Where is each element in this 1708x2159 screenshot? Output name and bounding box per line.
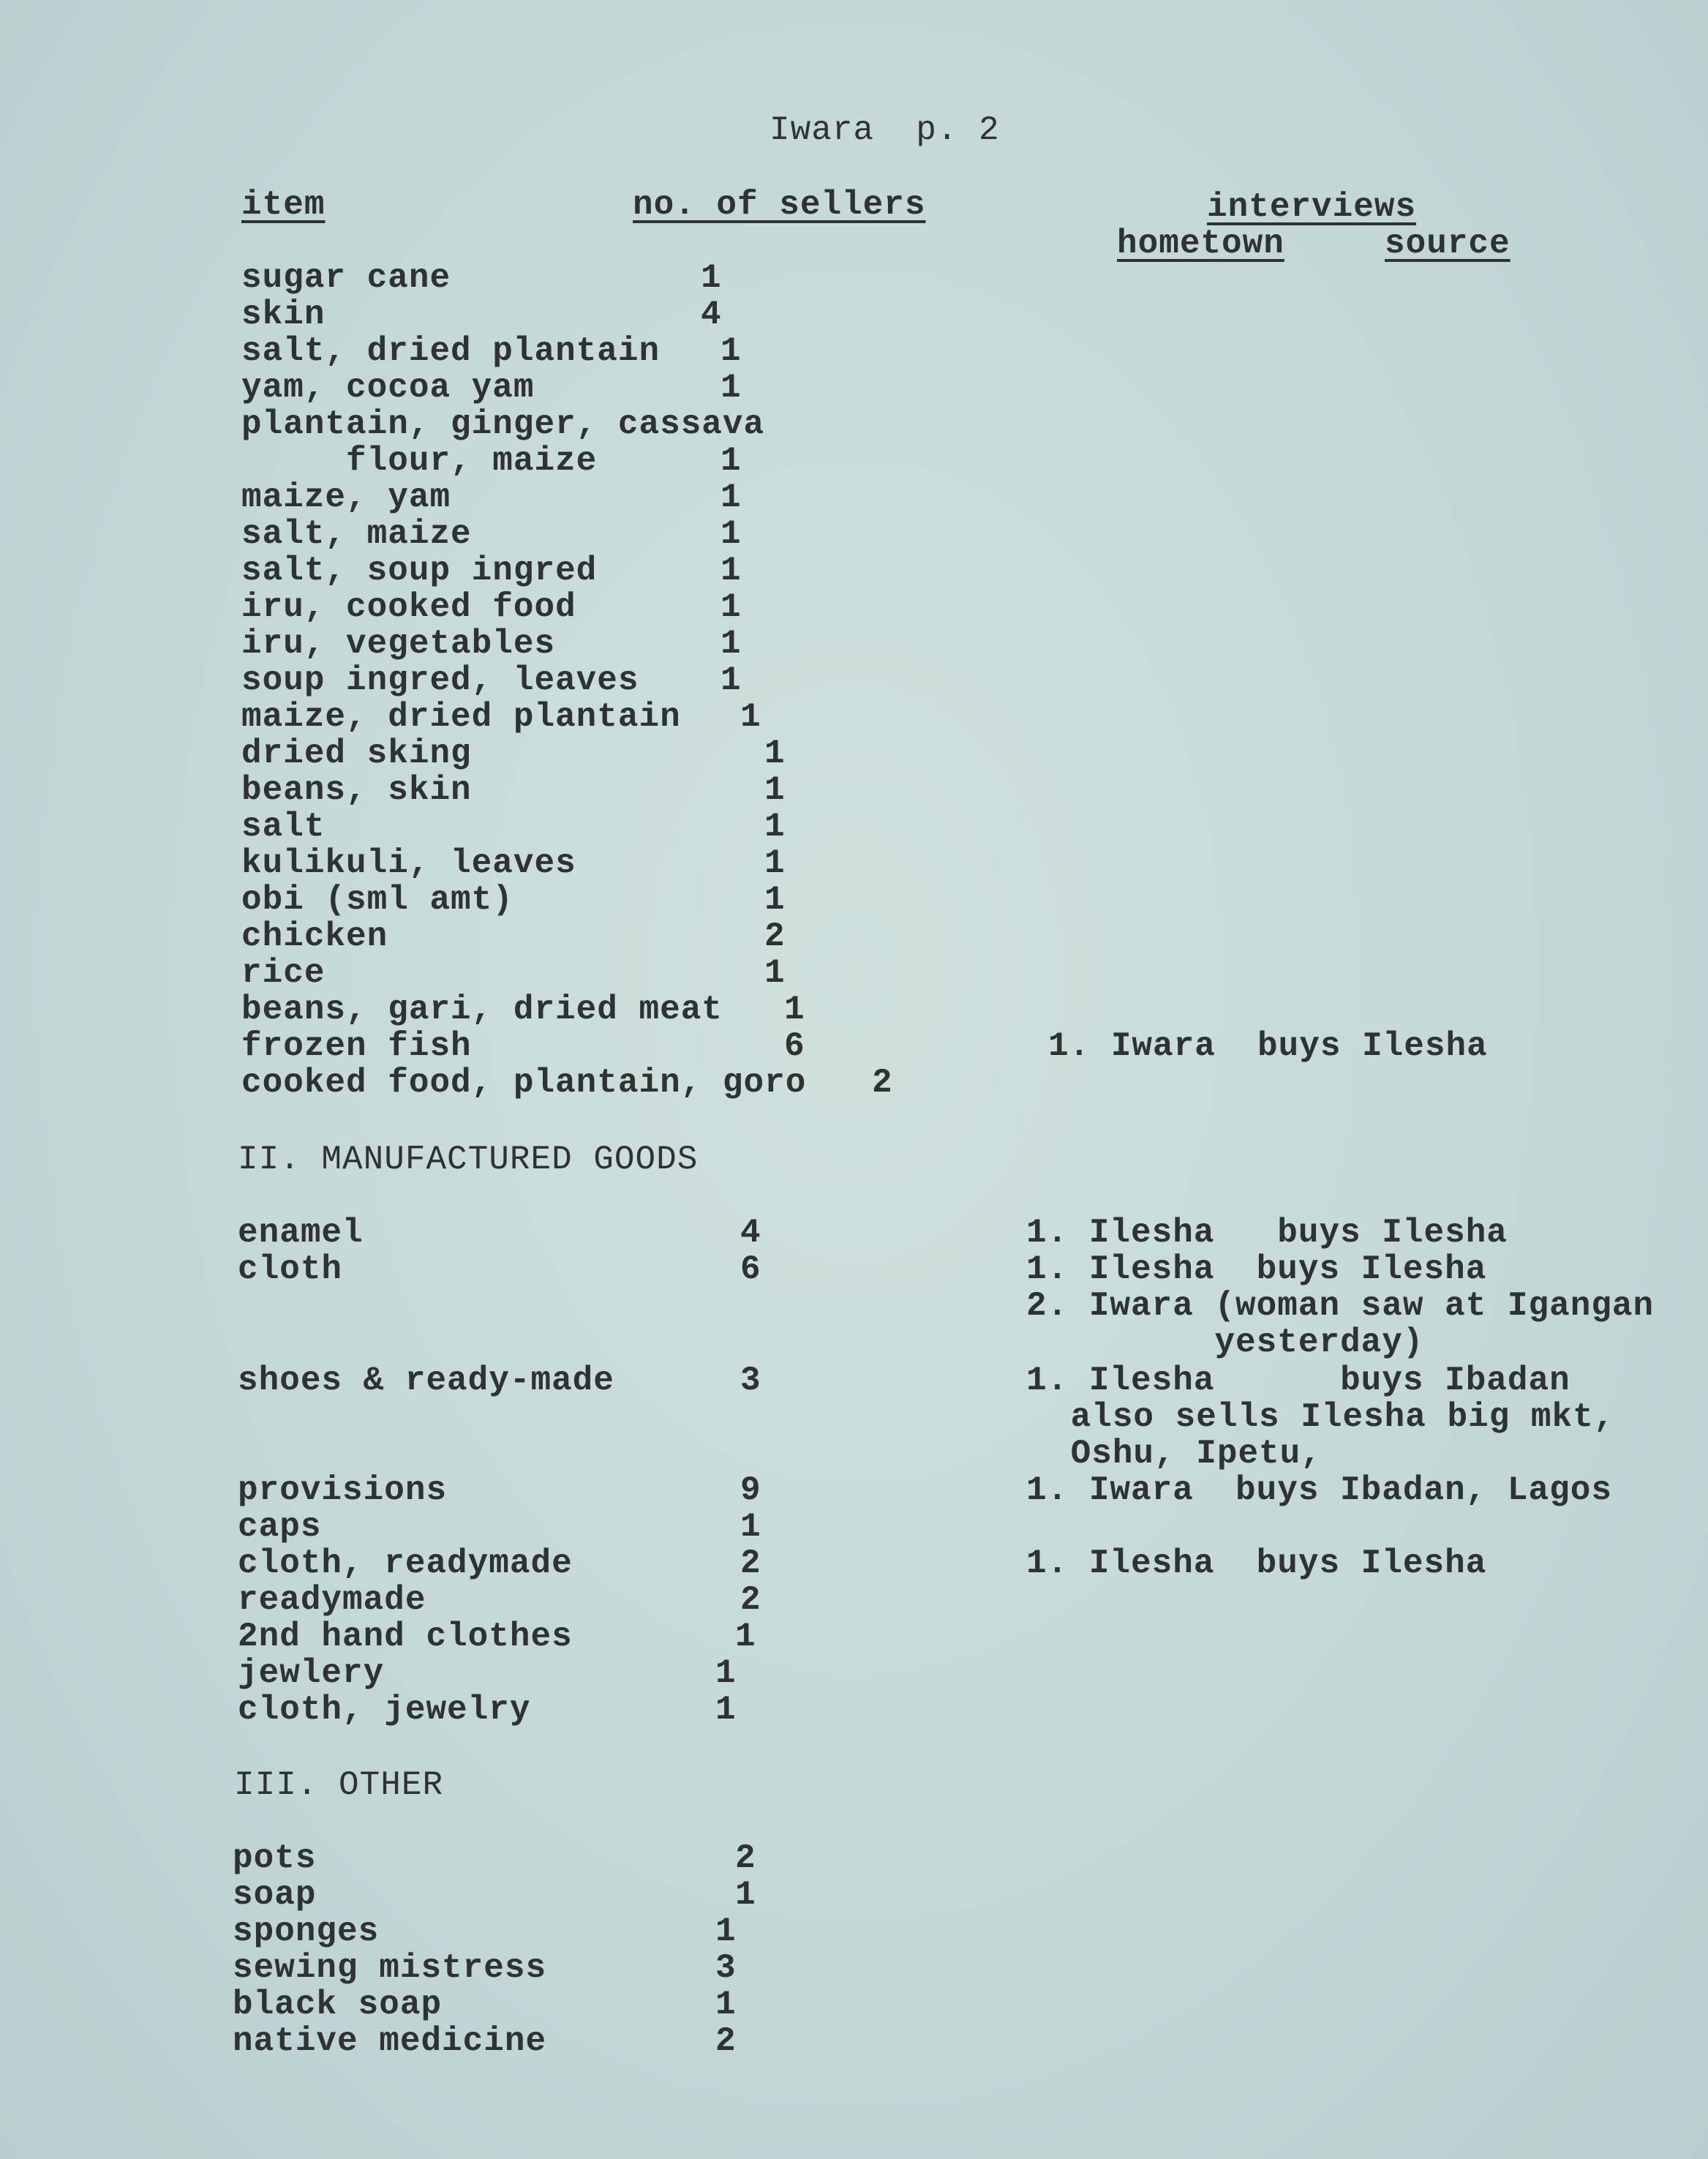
seller-count: 4 <box>740 1214 761 1252</box>
list-item: caps <box>238 1508 322 1546</box>
seller-count: 1 <box>721 478 742 517</box>
list-item: beans, gari, dried meat <box>241 991 723 1029</box>
list-item: 2nd hand clothes <box>238 1618 573 1656</box>
header-item: item <box>241 186 326 224</box>
interview-note: yesterday) <box>1026 1323 1424 1362</box>
list-item: maize, yam <box>241 478 451 517</box>
seller-count: 1 <box>764 844 786 882</box>
list-item: soap <box>233 1876 317 1914</box>
interview-note: 1. Ilesha buys Ilesha <box>1026 1250 1487 1288</box>
seller-count: 1 <box>735 1876 756 1914</box>
seller-count: 9 <box>740 1471 761 1509</box>
seller-count: 1 <box>740 698 761 736</box>
list-item: skin <box>241 296 326 334</box>
header-interviews: interviews <box>1207 188 1417 226</box>
interview-note: 1. Ilesha buys Ibadan <box>1026 1362 1570 1400</box>
section-title-other: III. OTHER <box>234 1766 444 1804</box>
list-item: iru, cooked food <box>241 588 576 626</box>
list-item: kulikuli, leaves <box>241 844 576 882</box>
seller-count: 1 <box>721 369 742 407</box>
header-hometown: hometown <box>1117 225 1284 263</box>
list-item: sewing mistress <box>233 1949 547 1987</box>
seller-count: 1 <box>721 515 742 553</box>
seller-count: 2 <box>715 2022 737 2060</box>
list-item: cloth, readymade <box>238 1544 573 1582</box>
list-item: black soap <box>233 1986 443 2024</box>
seller-count: 2 <box>740 1581 761 1619</box>
list-item: plantain, ginger, cassava <box>241 405 765 443</box>
seller-count: 1 <box>721 332 742 370</box>
seller-count: 1 <box>721 625 742 663</box>
list-item: salt, maize <box>241 515 472 553</box>
list-item: dried sking <box>241 735 472 773</box>
list-item: chicken <box>241 917 388 955</box>
seller-count: 3 <box>740 1362 761 1400</box>
seller-count: 4 <box>701 296 722 334</box>
seller-count: 6 <box>784 1027 805 1065</box>
list-item: cooked food, plantain, goro <box>241 1064 807 1102</box>
interview-note: 1. Iwara buys Ilesha <box>1048 1027 1488 1065</box>
section-title-manufactured: II. MANUFACTURED GOODS <box>238 1141 699 1179</box>
list-item: cloth <box>238 1250 343 1288</box>
seller-count: 1 <box>740 1508 761 1546</box>
list-item: obi (sml amt) <box>241 881 513 919</box>
seller-count: 1 <box>784 991 805 1029</box>
seller-count: 1 <box>715 1691 737 1729</box>
list-item: readymade <box>238 1581 426 1619</box>
seller-count: 1 <box>721 661 742 699</box>
interview-note: also sells Ilesha big mkt, <box>1050 1398 1615 1436</box>
seller-count: 2 <box>764 917 786 955</box>
seller-count: 6 <box>740 1250 761 1288</box>
header-sellers: no. of sellers <box>633 186 926 224</box>
list-item: flour, maize <box>241 442 598 480</box>
interview-note: 2. Iwara (woman saw at Igangan <box>1026 1287 1655 1325</box>
list-item: cloth, jewelry <box>238 1691 531 1729</box>
interview-note: 1. Iwara buys Ibadan, Lagos <box>1026 1471 1612 1509</box>
list-item: enamel <box>238 1214 364 1252</box>
seller-count: 1 <box>721 588 742 626</box>
interview-note: Oshu, Ipetu, <box>1050 1435 1322 1473</box>
list-item: salt, dried plantain <box>241 332 661 370</box>
seller-count: 1 <box>764 881 786 919</box>
page-title: Iwara p. 2 <box>770 111 1000 149</box>
seller-count: 1 <box>735 1618 756 1656</box>
interview-note: 1. Ilesha buys Ilesha <box>1026 1214 1508 1252</box>
seller-count: 1 <box>764 771 786 809</box>
list-item: maize, dried plantain <box>241 698 681 736</box>
list-item: native medicine <box>233 2022 547 2060</box>
header-source: source <box>1385 225 1511 263</box>
list-item: shoes & ready-made <box>238 1362 614 1400</box>
interview-note: 1. Ilesha buys Ilesha <box>1026 1544 1487 1582</box>
seller-count: 1 <box>721 442 742 480</box>
list-item: salt, soup ingred <box>241 552 598 590</box>
list-item: rice <box>241 954 326 992</box>
seller-count: 1 <box>715 1912 737 1950</box>
list-item: beans, skin <box>241 771 472 809</box>
seller-count: 1 <box>764 954 786 992</box>
seller-count: 1 <box>764 735 786 773</box>
seller-count: 1 <box>701 259 722 297</box>
seller-count: 2 <box>740 1544 761 1582</box>
seller-count: 1 <box>764 808 786 846</box>
list-item: provisions <box>238 1471 448 1509</box>
seller-count: 2 <box>735 1839 756 1877</box>
seller-count: 1 <box>721 552 742 590</box>
list-item: yam, cocoa yam <box>241 369 535 407</box>
seller-count: 1 <box>715 1986 737 2024</box>
list-item: frozen fish <box>241 1027 472 1065</box>
list-item: sugar cane <box>241 259 451 297</box>
list-item: sponges <box>233 1912 380 1950</box>
list-item: iru, vegetables <box>241 625 556 663</box>
list-item: jewlery <box>238 1654 385 1692</box>
seller-count: 2 <box>872 1064 893 1102</box>
seller-count: 1 <box>715 1654 737 1692</box>
list-item: pots <box>233 1839 317 1877</box>
list-item: salt <box>241 808 326 846</box>
seller-count: 3 <box>715 1949 737 1987</box>
list-item: soup ingred, leaves <box>241 661 639 699</box>
